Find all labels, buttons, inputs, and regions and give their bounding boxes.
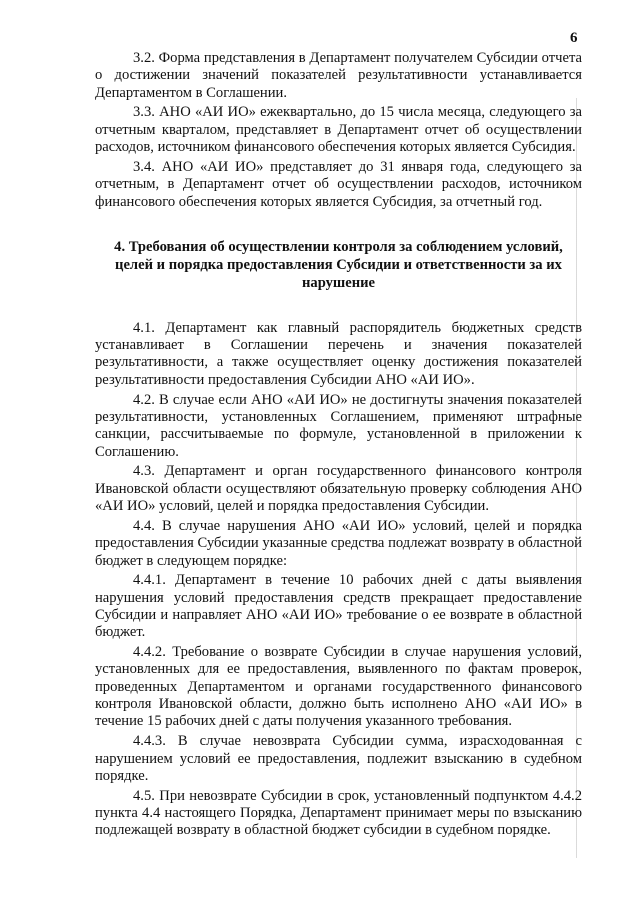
section-4-heading: 4. Требования об осуществлении контроля за соблюдением условий, целей и порядка предоставления Субсидии и ответственности за их нарушение — [114, 238, 563, 291]
paragraph-4-4-1: 4.4.1. Департамент в течение 10 рабочих дней с даты выявления нарушения условий предоставления средств прекращает предоставление Субсидии и направляет АНО «АИ ИО» требование о ее возврате в областной бюджет. — [95, 572, 582, 641]
paragraph-4-3: 4.3. Департамент и орган государственного финансового контроля Ивановской области осуществляют обязательную проверку соблюдения АНО «АИ ИО» условий, целей и порядка предоставления Субсидии. — [95, 463, 582, 515]
paragraph-3-4: 3.4. АНО «АИ ИО» представляет до 31 января года, следующего за отчетным, в Департамент отчет об осуществлении расходов, источником финансового обеспечения которых является Субсидия, за отчетный год. — [95, 158, 582, 210]
paragraph-4-4-2: 4.4.2. Требование о возврате Субсидии в случае нарушения условий, установленных для ее предоставления, выявленного по фактам проверок, проведенных Департаментом и органами государственного финансового контроля Ивановской области, должно быть исполнено АНО «АИ ИО» в течение 15 рабочих дней с даты получения указанного требования. — [95, 644, 582, 730]
paragraph-4-4-3: 4.4.3. В случае невозврата Субсидии сумма, израсходованная с нарушением условий ее предоставления, подлежит взысканию в судебном порядке. — [95, 733, 582, 784]
paragraph-3-2: 3.2. Форма представления в Департамент получателем Субсидии отчета о достижении значений показателей результативности устанавливается Департаментом в Соглашении. — [95, 50, 582, 101]
paragraph-3-3: 3.3. АНО «АИ ИО» ежеквартально, до 15 числа месяца, следующего за отчетным кварталом, представляет в Департамент отчет об осуществлении расходов, источником финансового обеспечения которых является Субсидия. — [95, 104, 582, 156]
paragraph-4-1: 4.1. Департамент как главный распорядитель бюджетных средств устанавливает в Соглашении перечень и значения показателей результативности, а также осуществляет оценку достижения показателей результативности предоставления Субсидии АНО «АИ ИО». — [95, 319, 582, 388]
paragraph-4-2: 4.2. В случае если АНО «АИ ИО» не достигнуты значения показателей результативности, установленных Соглашением, применяют штрафные санкции, рассчитываемые по формуле, установленной в приложении к Соглашению. — [95, 391, 582, 460]
paragraph-4-4: 4.4. В случае нарушения АНО «АИ ИО» условий, целей и порядка предоставления Субсидии указанные средства подлежат возврату в областной бюджет в следующем порядке: — [95, 517, 582, 569]
document-body — [95, 50, 582, 840]
page-number: 6 — [570, 30, 578, 46]
paragraph-4-5: 4.5. При невозврате Субсидии в срок, установленный подпунктом 4.4.2 пункта 4.4 настоящего Порядка, Департамент принимает меры по взысканию подлежащей возврату в областной бюджет субсидии в судебном порядке. — [95, 787, 582, 839]
